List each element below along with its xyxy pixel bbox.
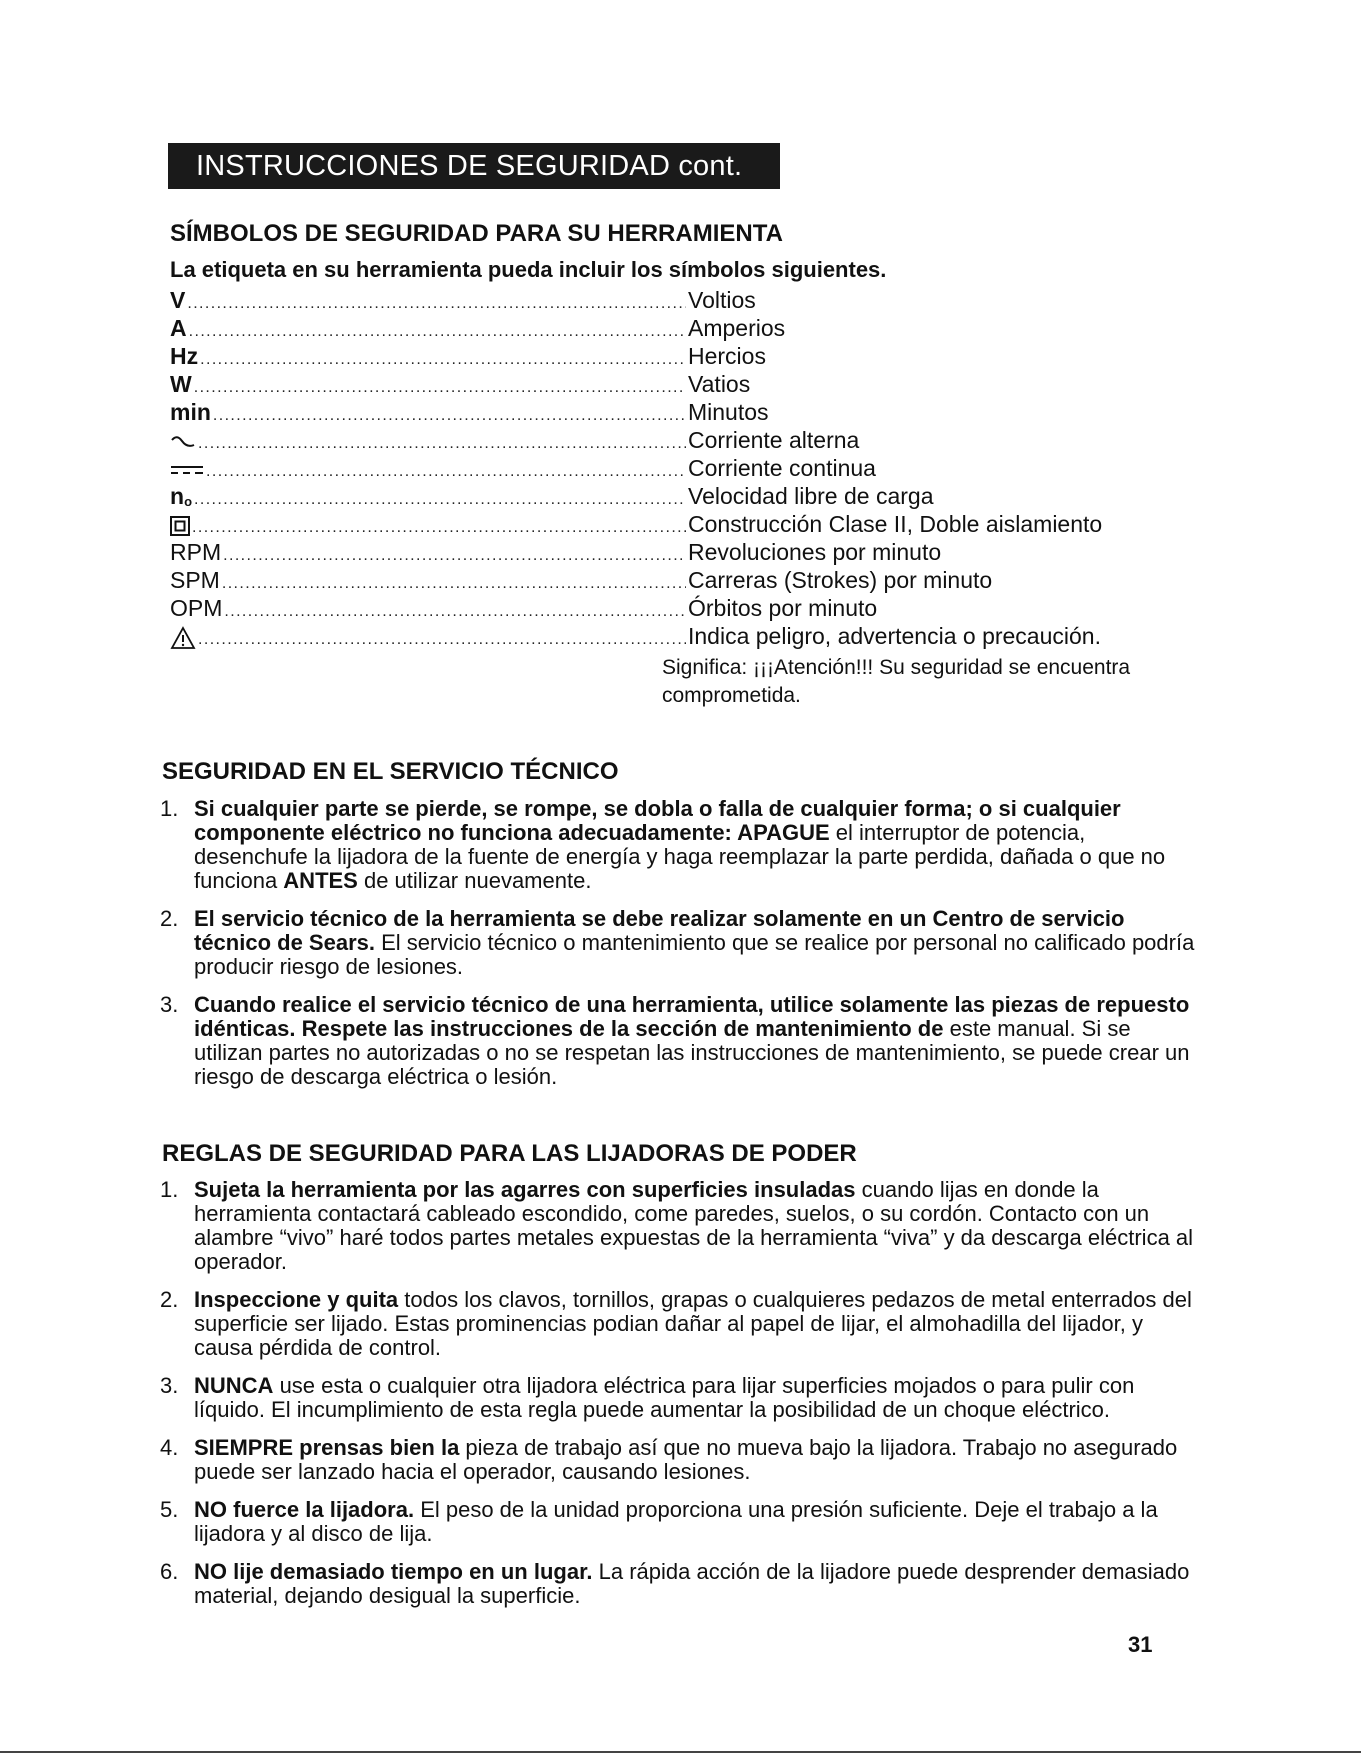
item-number: 1. [160, 1177, 179, 1202]
symbol-key: OPM [170, 595, 223, 621]
symbol-value: Carreras (Strokes) por minuto [688, 567, 993, 593]
leader-dots [206, 458, 686, 486]
symbol-row [170, 510, 1200, 538]
list-item [160, 907, 1200, 979]
symbol-value: Velocidad libre de carga [688, 483, 934, 509]
leader-dots [189, 318, 686, 346]
warning-note: Significa: ¡¡¡Atención!!! Su seguridad se encuentra comprometida. [662, 656, 1131, 707]
item-number: 3. [160, 992, 179, 1017]
list-item [160, 993, 1200, 1089]
leader-dots [224, 598, 686, 626]
item-number: 3. [160, 1373, 179, 1398]
item-number: 5. [160, 1497, 179, 1522]
symbol-key: A [170, 315, 187, 341]
symbol-row [170, 286, 1200, 314]
leader-dots [200, 346, 686, 374]
symbol-value: Corriente alterna [688, 427, 860, 453]
item-number: 2. [160, 1287, 179, 1312]
item-number: 1. [160, 796, 179, 821]
leader-dots [213, 402, 686, 430]
item-number: 4. [160, 1435, 179, 1460]
symbol-key: Hz [170, 343, 199, 369]
symbol-key: W [170, 371, 192, 397]
symbol-value: Órbitos por minuto [688, 595, 878, 621]
symbol-row [170, 594, 1200, 622]
service-heading: SEGURIDAD EN EL SERVICIO TÉCNICO [162, 758, 619, 785]
leader-dots [194, 374, 686, 402]
symbol-row [170, 454, 1200, 482]
list-item [160, 1288, 1200, 1360]
symbol-value: Construcción Clase II, Doble aislamiento [688, 511, 1103, 537]
item-text: El servicio técnico o mantenimiento que se realice por personal no calificado podría producir riesgo de lesiones. [194, 930, 1195, 979]
item-bold-text: NO fuerce la lijadora. [194, 1497, 415, 1522]
symbol-row [170, 622, 1200, 650]
list-item [160, 797, 1200, 893]
symbols-table [170, 286, 1200, 650]
symbol-value: Corriente continua [688, 455, 876, 481]
list-item [160, 1498, 1200, 1546]
symbols-heading: SÍMBOLOS DE SEGURIDAD PARA SU HERRAMIENTA [170, 220, 783, 247]
leader-dots [223, 542, 686, 570]
list-item [160, 1436, 1200, 1484]
item-number: 6. [160, 1559, 179, 1584]
item-text: este manual. Si se utilizan partes no autorizadas o no se respetan las instrucciones de mantenimiento, se puede crear un riesgo de descarga eléctrica o lesión. [194, 1016, 1190, 1089]
item-bold-text: El servicio técnico de la herramienta se debe realizar solamente en un Centro de servicio técnico de Sears. [194, 906, 1125, 955]
symbol-key: min [170, 399, 211, 425]
leader-dots [222, 570, 686, 598]
item-bold-text: ANTES [283, 868, 358, 893]
symbol-row [170, 314, 1200, 342]
symbol-row [170, 342, 1200, 370]
item-bold-text: Sujeta la herramienta por las agarres con superficies insuladas [194, 1177, 856, 1202]
symbol-value: Indica peligro, advertencia o precaución. [688, 623, 1101, 649]
symbol-value: Hercios [688, 343, 766, 369]
no-load-icon: $n_o$ [170, 483, 193, 509]
page-banner: INSTRUCCIONES DE SEGURIDAD cont. [168, 143, 780, 189]
item-bold-text: Si cualquier parte se pierde, se rompe, se dobla o falla de cualquier forma; o si cualquier componente eléctrico no funciona adecuadamente: APAGUE [194, 796, 1121, 845]
leader-dots [194, 486, 686, 514]
symbol-value: Voltios [688, 287, 756, 313]
symbol-key: V [170, 287, 186, 313]
item-text: el interruptor de potencia, desenchufe la lijadora de la fuente de energía y haga reemplazar la parte perdida, dañada o que no funciona [194, 820, 1166, 893]
item-text: pieza de trabajo así que no mueva bajo la lijadora. Trabajo no asegurado puede ser lanzado hacia el operador, causando lesiones. [194, 1435, 1178, 1484]
symbol-value: Amperios [688, 315, 786, 341]
leader-dots [198, 430, 686, 458]
dc-icon [170, 454, 204, 482]
item-text: La rápida acción de la lijadore puede desprender demasiado material, dejando desigual la superficie. [194, 1559, 1190, 1608]
symbol-value: Revoluciones por minuto [688, 539, 942, 565]
symbol-row [170, 426, 1200, 454]
class-ii-icon [170, 510, 190, 538]
bottom-rule [0, 1751, 1361, 1753]
symbol-row [170, 398, 1200, 426]
item-text: use esta o cualquier otra lijadora eléctrica para lijar superficies mojados o para pulir con líquido. El incumplimiento de esta regla puede aumentar la posibilidad de un choque eléctrico. [194, 1373, 1135, 1422]
item-bold-text: Cuando realice el servicio técnico de una herramienta, utilice solamente las piezas de repuesto idénticas. Respete las instrucciones de la sección de mantenimiento de [194, 992, 1190, 1041]
item-text: El peso de la unidad proporciona una presión suficiente. Deje el trabajo a la lijadora y al disco de lija. [194, 1497, 1158, 1546]
symbol-value: Vatios [688, 371, 751, 397]
symbol-value: Minutos [688, 399, 769, 425]
list-item [160, 1178, 1200, 1274]
symbol-key: SPM [170, 567, 220, 593]
item-number: 2. [160, 906, 179, 931]
item-text: de utilizar nuevamente. [357, 868, 592, 893]
item-bold-text: NO lije demasiado tiempo en un lugar. [194, 1559, 593, 1584]
item-text: cuando lijas en donde la herramienta contactará cableado escondido, come paredes, suelos, o su cordón. Contacto con un alambre “vivo” haré todos partes metales expuestas de la herramienta “viva” y da descarga eléctrica al operador. [194, 1177, 1194, 1274]
service-list [160, 797, 1200, 1103]
item-bold-text: SIEMPRE prensas bien la [194, 1435, 460, 1460]
leader-dots [198, 626, 686, 654]
symbol-key: RPM [170, 539, 222, 565]
list-item [160, 1560, 1200, 1608]
item-bold-text: Inspeccione y quita [194, 1287, 399, 1312]
ac-icon [170, 426, 196, 454]
list-item [160, 1374, 1200, 1422]
item-bold-text: NUNCA [194, 1373, 274, 1398]
warning-triangle-icon [170, 622, 196, 650]
symbol-row [170, 566, 1200, 594]
page-number: 31 [1128, 1632, 1153, 1657]
item-text: todos los clavos, tornillos, grapas o cualquieres pedazos de metal enterrados del superficie ser lijado. Estas prominencias podian dañar al papel de lijar, el almohadilla del lijador, y causa pérdida de control. [194, 1287, 1192, 1360]
symbol-row [170, 538, 1200, 566]
leader-dots [192, 514, 686, 542]
symbol-row [170, 482, 1200, 510]
sander-heading: REGLAS DE SEGURIDAD PARA LAS LIJADORAS DE PODER [162, 1140, 857, 1167]
leader-dots [187, 290, 686, 318]
sander-list [160, 1178, 1200, 1622]
symbols-subtitle: La etiqueta en su herramienta pueda incluir los símbolos siguientes. [170, 257, 887, 282]
symbol-row [170, 370, 1200, 398]
